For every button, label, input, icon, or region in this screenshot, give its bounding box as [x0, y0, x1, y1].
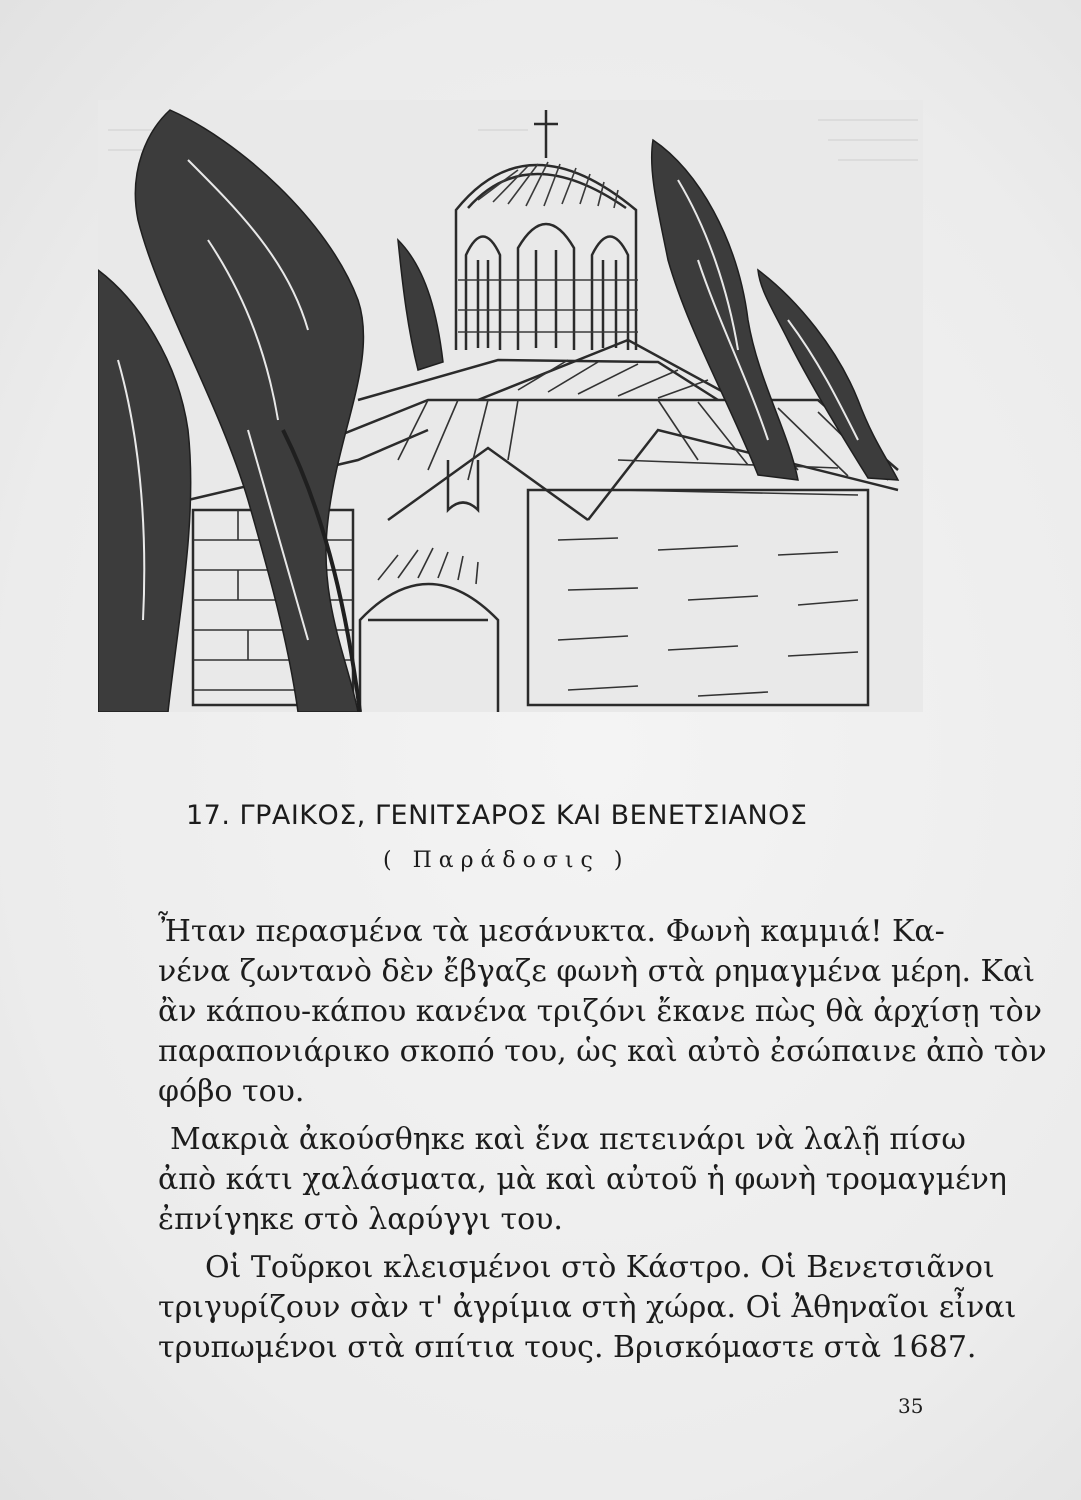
church-drawing	[98, 100, 923, 712]
paragraph-2-line-3: ἐπνίγηκε στὸ λαρύγγι του.	[158, 1202, 563, 1237]
paragraph-2-line-1: Μακριὰ ἀκούσθηκε καὶ ἕνα πετεινάρι νὰ λαλῇ πίσω	[170, 1122, 966, 1157]
paragraph-1-line-5: φόβο του.	[158, 1074, 305, 1109]
church-illustration	[98, 100, 923, 712]
paragraph-1-line-2: νένα ζωντανὸ δὲν ἔβγαζε φωνὴ στὰ ρημαγμένα μέρη. Καὶ	[158, 954, 1035, 989]
paragraph-3-line-2: τριγυρίζουν σὰν τ' ἀγρίμια στὴ χώρα. Οἱ Ἀθηναῖοι εἶναι	[158, 1290, 1017, 1325]
chapter-subtitle: ( Παράδοσις )	[383, 848, 630, 873]
page-number: 35	[898, 1394, 924, 1418]
paragraph-3-line-1: Οἱ Τοῦρκοι κλεισμένοι στὸ Κάστρο. Οἱ Βενετσιᾶνοι	[205, 1250, 995, 1285]
paragraph-2-line-2: ἀπὸ κάτι χαλάσματα, μὰ καὶ αὐτοῦ ἡ φωνὴ τρομαγμένη	[158, 1162, 1007, 1197]
paragraph-3-line-3: τρυπωμένοι στὰ σπίτια τους. Βρισκόμαστε στὰ 1687.	[158, 1330, 977, 1365]
paragraph-1-line-1: Ἦταν περασμένα τὰ μεσάνυκτα. Φωνὴ καμμιά! Κα-	[158, 914, 945, 949]
paragraph-1-line-4: παραπονιάρικο σκοπό του, ὡς καὶ αὐτὸ ἐσώπαινε ἀπὸ τὸν	[158, 1034, 1047, 1069]
paragraph-1-line-3: ἂν κάπου-κάπου κανένα τριζόνι ἔκανε πὼς θὰ ἀρχίσῃ τὸν	[158, 994, 1042, 1029]
chapter-title: 17. ΓΡΑΙΚΟΣ, ΓΕΝΙΤΣΑΡΟΣ ΚΑΙ ΒΕΝΕΤΣΙΑΝΟΣ	[186, 800, 808, 831]
